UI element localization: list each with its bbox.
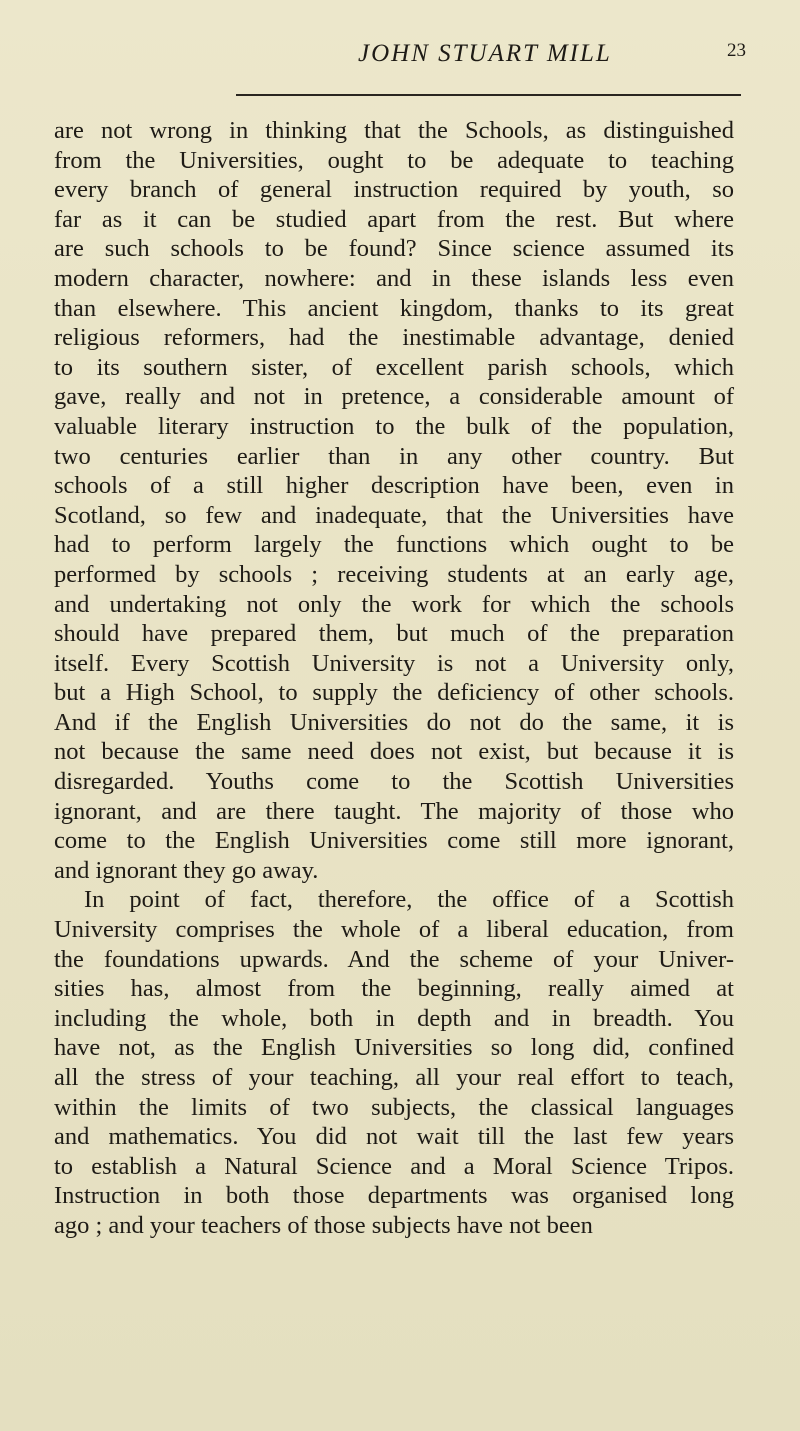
text-line: University comprises the whole of a liberal education, from (54, 916, 734, 944)
text-line: all the stress of your teaching, all your real effort to teach, (54, 1064, 734, 1091)
text-line: are not wrong in thinking that the Schools, as distinguished (54, 117, 734, 144)
text-line: have not, as the English Universities so long did, confined (54, 1034, 734, 1062)
text-line: not because the same need does not exist, but because it is (54, 738, 734, 766)
text-line: to establish a Natural Science and a Moral Science Tripos. (54, 1152, 734, 1180)
text-line: from the Universities, ought to be adequate to teaching (54, 146, 734, 174)
page-number: 23 (727, 40, 746, 61)
text-line: gave, really and not in pretence, a considerable amount of (54, 383, 734, 411)
text-line: and undertaking not only the work for which the schools (54, 590, 734, 618)
text-line: In point of fact, therefore, the office of a Scottish (84, 886, 734, 914)
text-line: religious reformers, had the inestimable advantage, denied (54, 324, 734, 352)
text-line: had to perform largely the functions which ought to be (54, 531, 734, 559)
header-rule (236, 94, 741, 96)
text-line: including the whole, both in depth and in breadth. You (54, 1004, 734, 1032)
text-line: disregarded. Youths come to the Scottish Universities (54, 768, 734, 796)
text-line: within the limits of two subjects, the classical languages (54, 1093, 734, 1121)
text-line: performed by schools ; receiving students at an early age, (54, 560, 734, 588)
text-line: valuable literary instruction to the bulk of the population, (54, 412, 734, 440)
text-line: than elsewhere. This ancient kingdom, thanks to its great (54, 294, 734, 322)
text-line: sities has, almost from the beginning, really aimed at (54, 975, 734, 1003)
text-line: to its southern sister, of excellent parish schools, which (54, 353, 734, 381)
text-line: And if the English Universities do not do the same, it is (54, 708, 734, 736)
paragraph (54, 116, 734, 885)
text-line: every branch of general instruction required by youth, so (54, 176, 734, 204)
text-line: and ignorant they go away. (54, 856, 319, 884)
running-title: JOHN STUART MILL (358, 40, 612, 67)
text-line: ignorant, and are there taught. The majority of those who (54, 797, 734, 825)
text-line: far as it can be studied apart from the rest. But where (54, 205, 734, 233)
text-line: ago ; and your teachers of those subjects have not been (54, 1211, 593, 1239)
text-line: itself. Every Scottish University is not a University only, (54, 649, 734, 677)
text-line: the foundations upwards. And the scheme of your Univer- (54, 945, 734, 973)
text-line: and mathematics. You did not wait till the last few years (54, 1123, 734, 1151)
text-line: modern character, nowhere: and in these islands less even (54, 264, 734, 292)
text-line: come to the English Universities come still more ignorant, (54, 827, 734, 855)
body-text (54, 116, 734, 1241)
text-line: two centuries earlier than in any other country. But (54, 442, 734, 470)
text-line: but a High School, to supply the deficiency of other schools. (54, 679, 734, 707)
text-line: Instruction in both those departments was organised long (54, 1182, 734, 1210)
text-line: schools of a still higher description have been, even in (54, 472, 734, 500)
page-header (60, 40, 746, 100)
text-line: are such schools to be found? Since science assumed its (54, 235, 734, 263)
text-line: Scotland, so few and inadequate, that the Universities have (54, 501, 734, 529)
paragraph (54, 885, 734, 1240)
text-line: should have prepared them, but much of the preparation (54, 620, 734, 648)
